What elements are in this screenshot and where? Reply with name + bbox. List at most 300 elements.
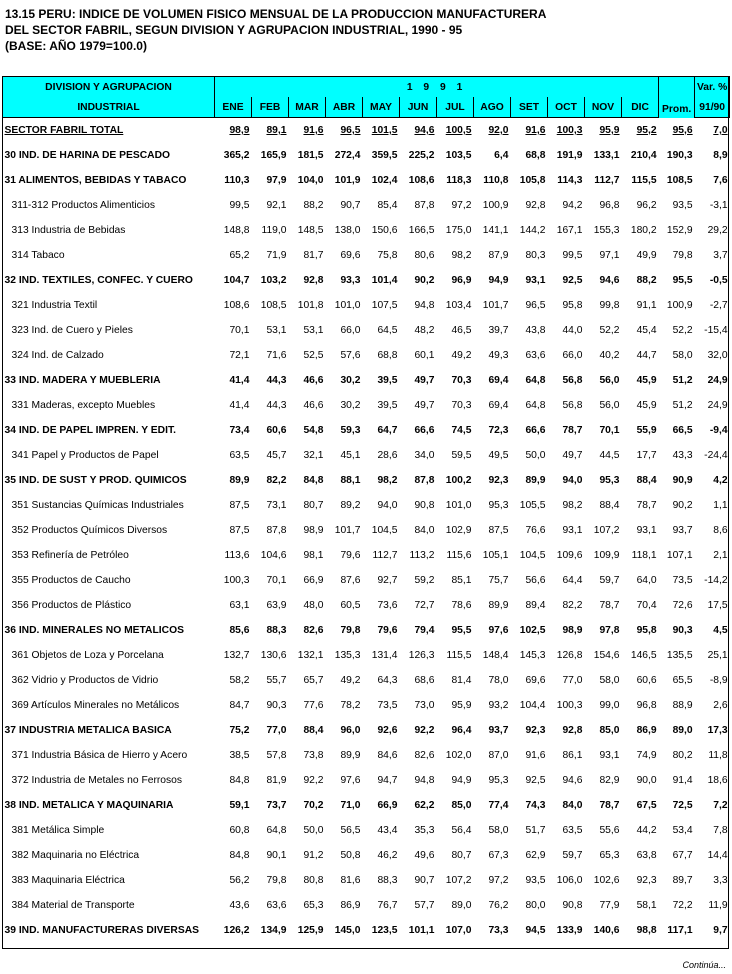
- row-value: 70,1: [266, 575, 287, 586]
- row-value: 77,4: [488, 800, 509, 811]
- row-value: 104,4: [519, 700, 546, 711]
- row-value: 90,2: [414, 275, 435, 286]
- row-value: 108,5: [666, 175, 693, 186]
- row-value: 105,8: [519, 175, 546, 186]
- row-value: 95,2: [636, 125, 657, 136]
- table-row: [3, 493, 730, 518]
- row-value: 67,5: [636, 800, 657, 811]
- row-value: 43,4: [377, 825, 398, 836]
- row-value: 89,2: [340, 500, 361, 511]
- row-value: 135,5: [666, 650, 693, 661]
- row-value: 11,9: [708, 900, 728, 911]
- row-value: 64,8: [525, 400, 546, 411]
- row-value: 77,0: [266, 725, 287, 736]
- row-value: 43,8: [525, 325, 546, 336]
- row-value: 24,9: [707, 400, 728, 411]
- row-value: 108,6: [223, 300, 250, 311]
- row-value: 91,6: [303, 125, 324, 136]
- row-value: 45,4: [636, 325, 657, 336]
- row-value: 90,8: [414, 500, 435, 511]
- row-value: 87,5: [488, 525, 509, 536]
- row-value: 69,4: [488, 400, 509, 411]
- row-label: 321 Industria Textil: [11, 300, 98, 311]
- row-value: 97,2: [488, 875, 509, 886]
- row-value: 50,8: [340, 850, 361, 861]
- row-value: 92,6: [377, 725, 398, 736]
- row-value: 145,3: [519, 650, 546, 661]
- row-value: 88,3: [266, 625, 287, 636]
- row-value: 60,6: [636, 675, 657, 686]
- row-value: 90,3: [266, 700, 287, 711]
- row-value: -14,2: [704, 575, 728, 586]
- row-value: 66,6: [525, 425, 546, 436]
- row-value: 101,8: [297, 300, 324, 311]
- row-label: 361 Objetos de Loza y Porcelana: [11, 650, 164, 661]
- row-value: 123,5: [371, 925, 398, 936]
- row-value: 94,8: [414, 775, 435, 786]
- row-value: 77,0: [562, 675, 583, 686]
- row-value: 138,0: [334, 225, 361, 236]
- row-value: 45,9: [636, 375, 657, 386]
- row-value: 95,5: [672, 275, 693, 286]
- row-value: 68,8: [525, 150, 546, 161]
- row-value: 90,8: [562, 900, 583, 911]
- row-value: 96,8: [636, 700, 657, 711]
- row-value: 88,2: [303, 200, 324, 211]
- row-value: 113,6: [224, 550, 250, 561]
- row-value: 76,2: [488, 900, 509, 911]
- row-value: 52,2: [672, 325, 693, 336]
- row-value: 94,9: [451, 775, 472, 786]
- row-value: 17,3: [707, 725, 728, 736]
- row-value: 52,2: [599, 325, 620, 336]
- row-value: 88,1: [340, 475, 361, 486]
- row-value: 167,1: [556, 225, 583, 236]
- row-value: 87,8: [414, 475, 435, 486]
- table-row: [3, 318, 730, 343]
- row-value: 39,7: [488, 325, 509, 336]
- row-value: 58,0: [599, 675, 620, 686]
- row-value: 109,9: [593, 550, 620, 561]
- row-value: 101,1: [408, 925, 435, 936]
- row-value: 84,8: [303, 475, 324, 486]
- row-label: 32 IND. TEXTILES, CONFEC. Y CUERO: [4, 275, 193, 286]
- row-value: 73,6: [377, 600, 398, 611]
- row-label: 331 Maderas, excepto Muebles: [11, 400, 156, 411]
- table-row: [3, 693, 730, 718]
- row-label: 38 IND. METALICA Y MAQUINARIA: [4, 800, 174, 811]
- row-value: 145,0: [334, 925, 361, 936]
- row-value: 87,5: [229, 500, 250, 511]
- row-value: 46,5: [451, 325, 472, 336]
- title-line-1: 13.15 PERU: INDICE DE VOLUMEN FISICO MENSUAL DE LA PRODUCCION MANUFACTURERA: [5, 7, 547, 21]
- row-value: 7,0: [713, 125, 728, 136]
- row-value: 81,7: [303, 250, 324, 261]
- row-value: 112,7: [372, 550, 398, 561]
- header-month-abr: ABR: [326, 97, 363, 118]
- row-value: 74,5: [451, 425, 472, 436]
- row-value: 3,3: [713, 875, 728, 886]
- row-value: 7,2: [713, 800, 728, 811]
- row-value: 53,1: [266, 325, 287, 336]
- row-value: 107,2: [445, 875, 472, 886]
- table-row: [3, 468, 730, 493]
- row-value: 73,5: [377, 700, 398, 711]
- row-label: 36 IND. MINERALES NO METALICOS: [4, 625, 184, 636]
- row-value: 103,5: [445, 150, 472, 161]
- row-value: 79,6: [377, 625, 398, 636]
- row-label: 351 Sustancias Químicas Industriales: [11, 500, 184, 511]
- row-value: 55,6: [599, 825, 620, 836]
- row-value: 134,9: [260, 925, 287, 936]
- row-value: 71,0: [340, 800, 361, 811]
- row-value: 73,5: [672, 575, 693, 586]
- row-value: 72,2: [672, 900, 693, 911]
- row-value: 2,1: [713, 550, 728, 561]
- row-value: 86,9: [340, 900, 361, 911]
- header-month-may: MAY: [363, 97, 400, 118]
- row-value: 152,9: [666, 225, 693, 236]
- row-value: 51,2: [672, 400, 693, 411]
- row-value: 82,2: [562, 600, 583, 611]
- table-row: [3, 793, 730, 818]
- row-value: 76,6: [525, 525, 546, 536]
- row-value: 87,0: [488, 750, 509, 761]
- row-value: 93,7: [672, 525, 693, 536]
- row-value: 101,5: [371, 125, 398, 136]
- row-value: 56,6: [525, 575, 546, 586]
- row-value: -8,9: [709, 675, 728, 686]
- row-value: 89,0: [672, 725, 693, 736]
- table-row: [3, 168, 730, 193]
- row-value: 79,8: [340, 625, 361, 636]
- row-value: 68,6: [414, 675, 435, 686]
- row-value: 63,6: [266, 900, 287, 911]
- row-value: 92,5: [525, 775, 546, 786]
- row-value: 65,3: [303, 900, 324, 911]
- row-value: 98,9: [303, 525, 324, 536]
- row-value: 110,8: [483, 175, 509, 186]
- row-value: 92,1: [266, 200, 287, 211]
- row-value: 3,7: [713, 250, 728, 261]
- row-value: 97,6: [488, 625, 509, 636]
- row-value: 70,2: [303, 800, 324, 811]
- row-value: 53,4: [672, 825, 693, 836]
- row-value: 99,5: [229, 200, 250, 211]
- row-value: 225,2: [408, 150, 435, 161]
- row-value: 102,4: [371, 175, 398, 186]
- row-value: 108,5: [260, 300, 287, 311]
- row-value: 81,6: [340, 875, 361, 886]
- production-index-table: [2, 76, 730, 943]
- row-value: 64,7: [377, 425, 398, 436]
- row-value: 56,5: [340, 825, 361, 836]
- row-value: 92,8: [525, 200, 546, 211]
- row-value: 45,7: [266, 450, 287, 461]
- row-value: 9,7: [713, 925, 728, 936]
- row-value: 44,3: [266, 375, 287, 386]
- row-value: 100,3: [556, 125, 583, 136]
- table-row: [3, 818, 730, 843]
- row-value: 115,5: [446, 650, 472, 661]
- row-value: 88,4: [303, 725, 324, 736]
- row-value: 73,3: [488, 925, 509, 936]
- row-value: 46,6: [303, 400, 324, 411]
- row-value: 107,0: [445, 925, 472, 936]
- row-value: 82,2: [266, 475, 287, 486]
- row-value: 131,4: [371, 650, 398, 661]
- row-label: 355 Productos de Caucho: [11, 575, 131, 586]
- row-value: 89,7: [672, 875, 693, 886]
- row-value: 71,9: [266, 250, 287, 261]
- table-row: [3, 543, 730, 568]
- row-value: 46,6: [303, 375, 324, 386]
- row-value: 103,4: [445, 300, 472, 311]
- row-value: 94,7: [377, 775, 398, 786]
- row-value: 66,6: [414, 425, 435, 436]
- row-value: 90,7: [340, 200, 361, 211]
- row-value: 44,5: [599, 450, 620, 461]
- row-value: 63,8: [636, 850, 657, 861]
- row-label: 362 Vidrio y Productos de Vidrio: [11, 675, 159, 686]
- table-row: [3, 743, 730, 768]
- row-value: 77,6: [303, 700, 324, 711]
- row-value: 88,4: [636, 475, 657, 486]
- row-value: 88,2: [636, 275, 657, 286]
- row-value: 94,0: [377, 500, 398, 511]
- row-value: 140,6: [593, 925, 620, 936]
- row-label: 34 IND. DE PAPEL IMPREN. Y EDIT.: [4, 425, 176, 436]
- row-value: 29,2: [707, 225, 728, 236]
- row-value: 95,9: [599, 125, 620, 136]
- row-value: 90,1: [266, 850, 287, 861]
- row-value: 56,0: [599, 400, 620, 411]
- table-row: [3, 418, 730, 443]
- row-value: 272,4: [334, 150, 361, 161]
- row-value: 95,6: [672, 124, 693, 136]
- row-value: 94,9: [488, 275, 509, 286]
- row-label: 37 INDUSTRIA METALICA BASICA: [4, 725, 172, 736]
- row-value: 84,8: [229, 850, 250, 861]
- row-value: 64,5: [377, 325, 398, 336]
- row-value: 69,6: [340, 250, 361, 261]
- row-value: 126,3: [408, 650, 435, 661]
- row-value: 86,9: [636, 725, 657, 736]
- row-value: 91,6: [525, 125, 546, 136]
- row-value: 78,7: [599, 600, 620, 611]
- row-value: 175,0: [445, 225, 472, 236]
- row-label: 384 Material de Transporte: [11, 900, 135, 911]
- row-value: 93,5: [672, 200, 693, 211]
- row-value: 75,7: [488, 575, 509, 586]
- row-value: 148,4: [482, 650, 509, 661]
- row-value: 78,6: [451, 600, 472, 611]
- row-value: 101,9: [334, 175, 361, 186]
- row-value: 74,3: [525, 800, 546, 811]
- row-value: -24,4: [704, 450, 728, 461]
- row-value: 133,9: [556, 925, 583, 936]
- row-value: 44,2: [636, 825, 657, 836]
- row-label: 372 Industria de Metales no Ferrosos: [11, 775, 183, 786]
- row-value: 8,6: [713, 525, 728, 536]
- row-value: 66,9: [377, 800, 398, 811]
- row-value: 100,3: [223, 575, 250, 586]
- row-label: 31 ALIMENTOS, BEBIDAS Y TABACO: [4, 175, 187, 186]
- row-value: -2,7: [709, 300, 728, 311]
- row-value: 78,2: [340, 700, 361, 711]
- row-value: 96,2: [636, 200, 657, 211]
- row-label: 323 Ind. de Cuero y Pieles: [11, 325, 133, 336]
- row-value: 108,6: [408, 175, 435, 186]
- row-value: 84,0: [414, 525, 435, 536]
- row-value: 166,5: [408, 225, 435, 236]
- row-value: 98,2: [451, 250, 472, 261]
- row-value: 90,2: [672, 500, 693, 511]
- row-label: 35 IND. DE SUST Y PROD. QUIMICOS: [4, 475, 187, 486]
- row-value: 103,2: [260, 275, 287, 286]
- row-value: 58,2: [229, 675, 250, 686]
- table-row: [3, 143, 730, 168]
- row-value: 80,0: [525, 900, 546, 911]
- row-value: 92,3: [488, 475, 509, 486]
- row-value: 40,2: [599, 350, 620, 361]
- row-value: 97,2: [451, 200, 472, 211]
- row-value: 100,2: [445, 475, 472, 486]
- row-label: 353 Refinería de Petróleo: [11, 550, 129, 561]
- row-value: 89,9: [525, 475, 546, 486]
- row-value: 70,3: [451, 400, 472, 411]
- row-value: 53,1: [303, 325, 324, 336]
- row-value: 365,2: [223, 150, 250, 161]
- row-value: 1,1: [713, 500, 728, 511]
- header-division-line1: DIVISION Y AGRUPACION: [3, 77, 215, 98]
- row-value: 41,4: [229, 400, 250, 411]
- table-row: [3, 918, 730, 943]
- row-value: 69,4: [488, 375, 509, 386]
- continued-note: Continúa...: [682, 960, 726, 970]
- table-row: [3, 843, 730, 868]
- row-value: 18,6: [707, 775, 728, 786]
- row-value: 191,9: [556, 150, 583, 161]
- row-label: 369 Artículos Minerales no Metálicos: [11, 700, 180, 711]
- row-value: 95,9: [451, 700, 472, 711]
- row-value: 98,1: [303, 550, 324, 561]
- row-value: 125,9: [297, 925, 324, 936]
- row-value: 25,1: [707, 650, 728, 661]
- row-value: 92,7: [377, 575, 398, 586]
- row-value: 84,7: [229, 700, 250, 711]
- row-value: 7,6: [713, 175, 728, 186]
- row-value: 80,8: [303, 875, 324, 886]
- row-value: 85,6: [229, 625, 250, 636]
- table-row: [3, 868, 730, 893]
- row-value: 181,5: [297, 150, 324, 161]
- table-row: [3, 118, 730, 144]
- row-value: 96,8: [599, 200, 620, 211]
- table-row: [3, 218, 730, 243]
- row-value: 93,2: [488, 700, 509, 711]
- row-value: 130,6: [260, 650, 287, 661]
- row-value: 102,6: [593, 875, 620, 886]
- row-value: 75,2: [229, 725, 250, 736]
- row-value: 41,4: [229, 375, 250, 386]
- row-value: 95,8: [562, 300, 583, 311]
- row-label: 356 Productos de Plástico: [11, 600, 132, 611]
- row-value: 132,7: [223, 650, 250, 661]
- row-value: 105,1: [482, 550, 509, 561]
- row-value: 87,6: [340, 575, 361, 586]
- row-value: 107,1: [666, 550, 693, 561]
- row-value: 99,5: [562, 250, 583, 261]
- row-value: 100,9: [666, 300, 693, 311]
- row-value: 48,0: [303, 600, 324, 611]
- header-prom: Prom.: [659, 77, 695, 118]
- row-value: 102,0: [445, 750, 472, 761]
- row-value: 98,9: [562, 625, 583, 636]
- row-value: 58,0: [672, 350, 693, 361]
- row-value: 70,3: [451, 375, 472, 386]
- row-value: 85,0: [451, 800, 472, 811]
- row-label: 324 Ind. de Calzado: [11, 350, 104, 361]
- row-value: 51,7: [525, 825, 546, 836]
- row-value: 76,7: [377, 900, 398, 911]
- row-value: 97,8: [599, 625, 620, 636]
- row-value: 77,9: [599, 900, 620, 911]
- row-value: 59,5: [451, 450, 472, 461]
- row-value: 64,8: [266, 825, 287, 836]
- row-value: 104,6: [260, 550, 287, 561]
- row-value: 85,1: [451, 575, 472, 586]
- row-value: 4,2: [713, 475, 728, 486]
- row-value: 57,7: [414, 900, 435, 911]
- row-value: 49,5: [488, 450, 509, 461]
- row-value: 92,8: [562, 725, 583, 736]
- row-value: 92,3: [636, 875, 657, 886]
- row-value: 112,7: [594, 175, 620, 186]
- row-value: 91,4: [672, 775, 693, 786]
- row-value: 94,8: [414, 300, 435, 311]
- row-value: 94,6: [562, 775, 583, 786]
- row-value: 72,3: [488, 425, 509, 436]
- row-value: 141,1: [482, 225, 509, 236]
- row-value: 54,8: [303, 425, 324, 436]
- header-month-oct: OCT: [548, 97, 585, 118]
- row-value: 180,2: [630, 225, 657, 236]
- row-label: 382 Maquinaria no Eléctrica: [11, 850, 140, 861]
- table-row: [3, 293, 730, 318]
- row-value: 63,6: [525, 350, 546, 361]
- header-month-nov: NOV: [585, 97, 622, 118]
- table-row: [3, 193, 730, 218]
- row-value: 104,5: [519, 550, 546, 561]
- table-row: [3, 893, 730, 918]
- table-row: [3, 643, 730, 668]
- row-value: 101,0: [445, 500, 472, 511]
- row-value: 38,5: [229, 750, 250, 761]
- row-value: 67,7: [672, 850, 693, 861]
- row-value: 109,6: [556, 550, 583, 561]
- row-value: 65,2: [229, 250, 250, 261]
- row-value: 154,6: [593, 650, 620, 661]
- row-value: 73,1: [266, 500, 287, 511]
- row-value: 80,2: [672, 750, 693, 761]
- row-value: 92,3: [525, 725, 546, 736]
- row-value: 96,4: [451, 725, 472, 736]
- row-label: 33 IND. MADERA Y MUEBLERIA: [4, 375, 161, 386]
- row-value: 87,9: [488, 250, 509, 261]
- row-value: 94,2: [562, 200, 583, 211]
- report-title: [5, 6, 546, 54]
